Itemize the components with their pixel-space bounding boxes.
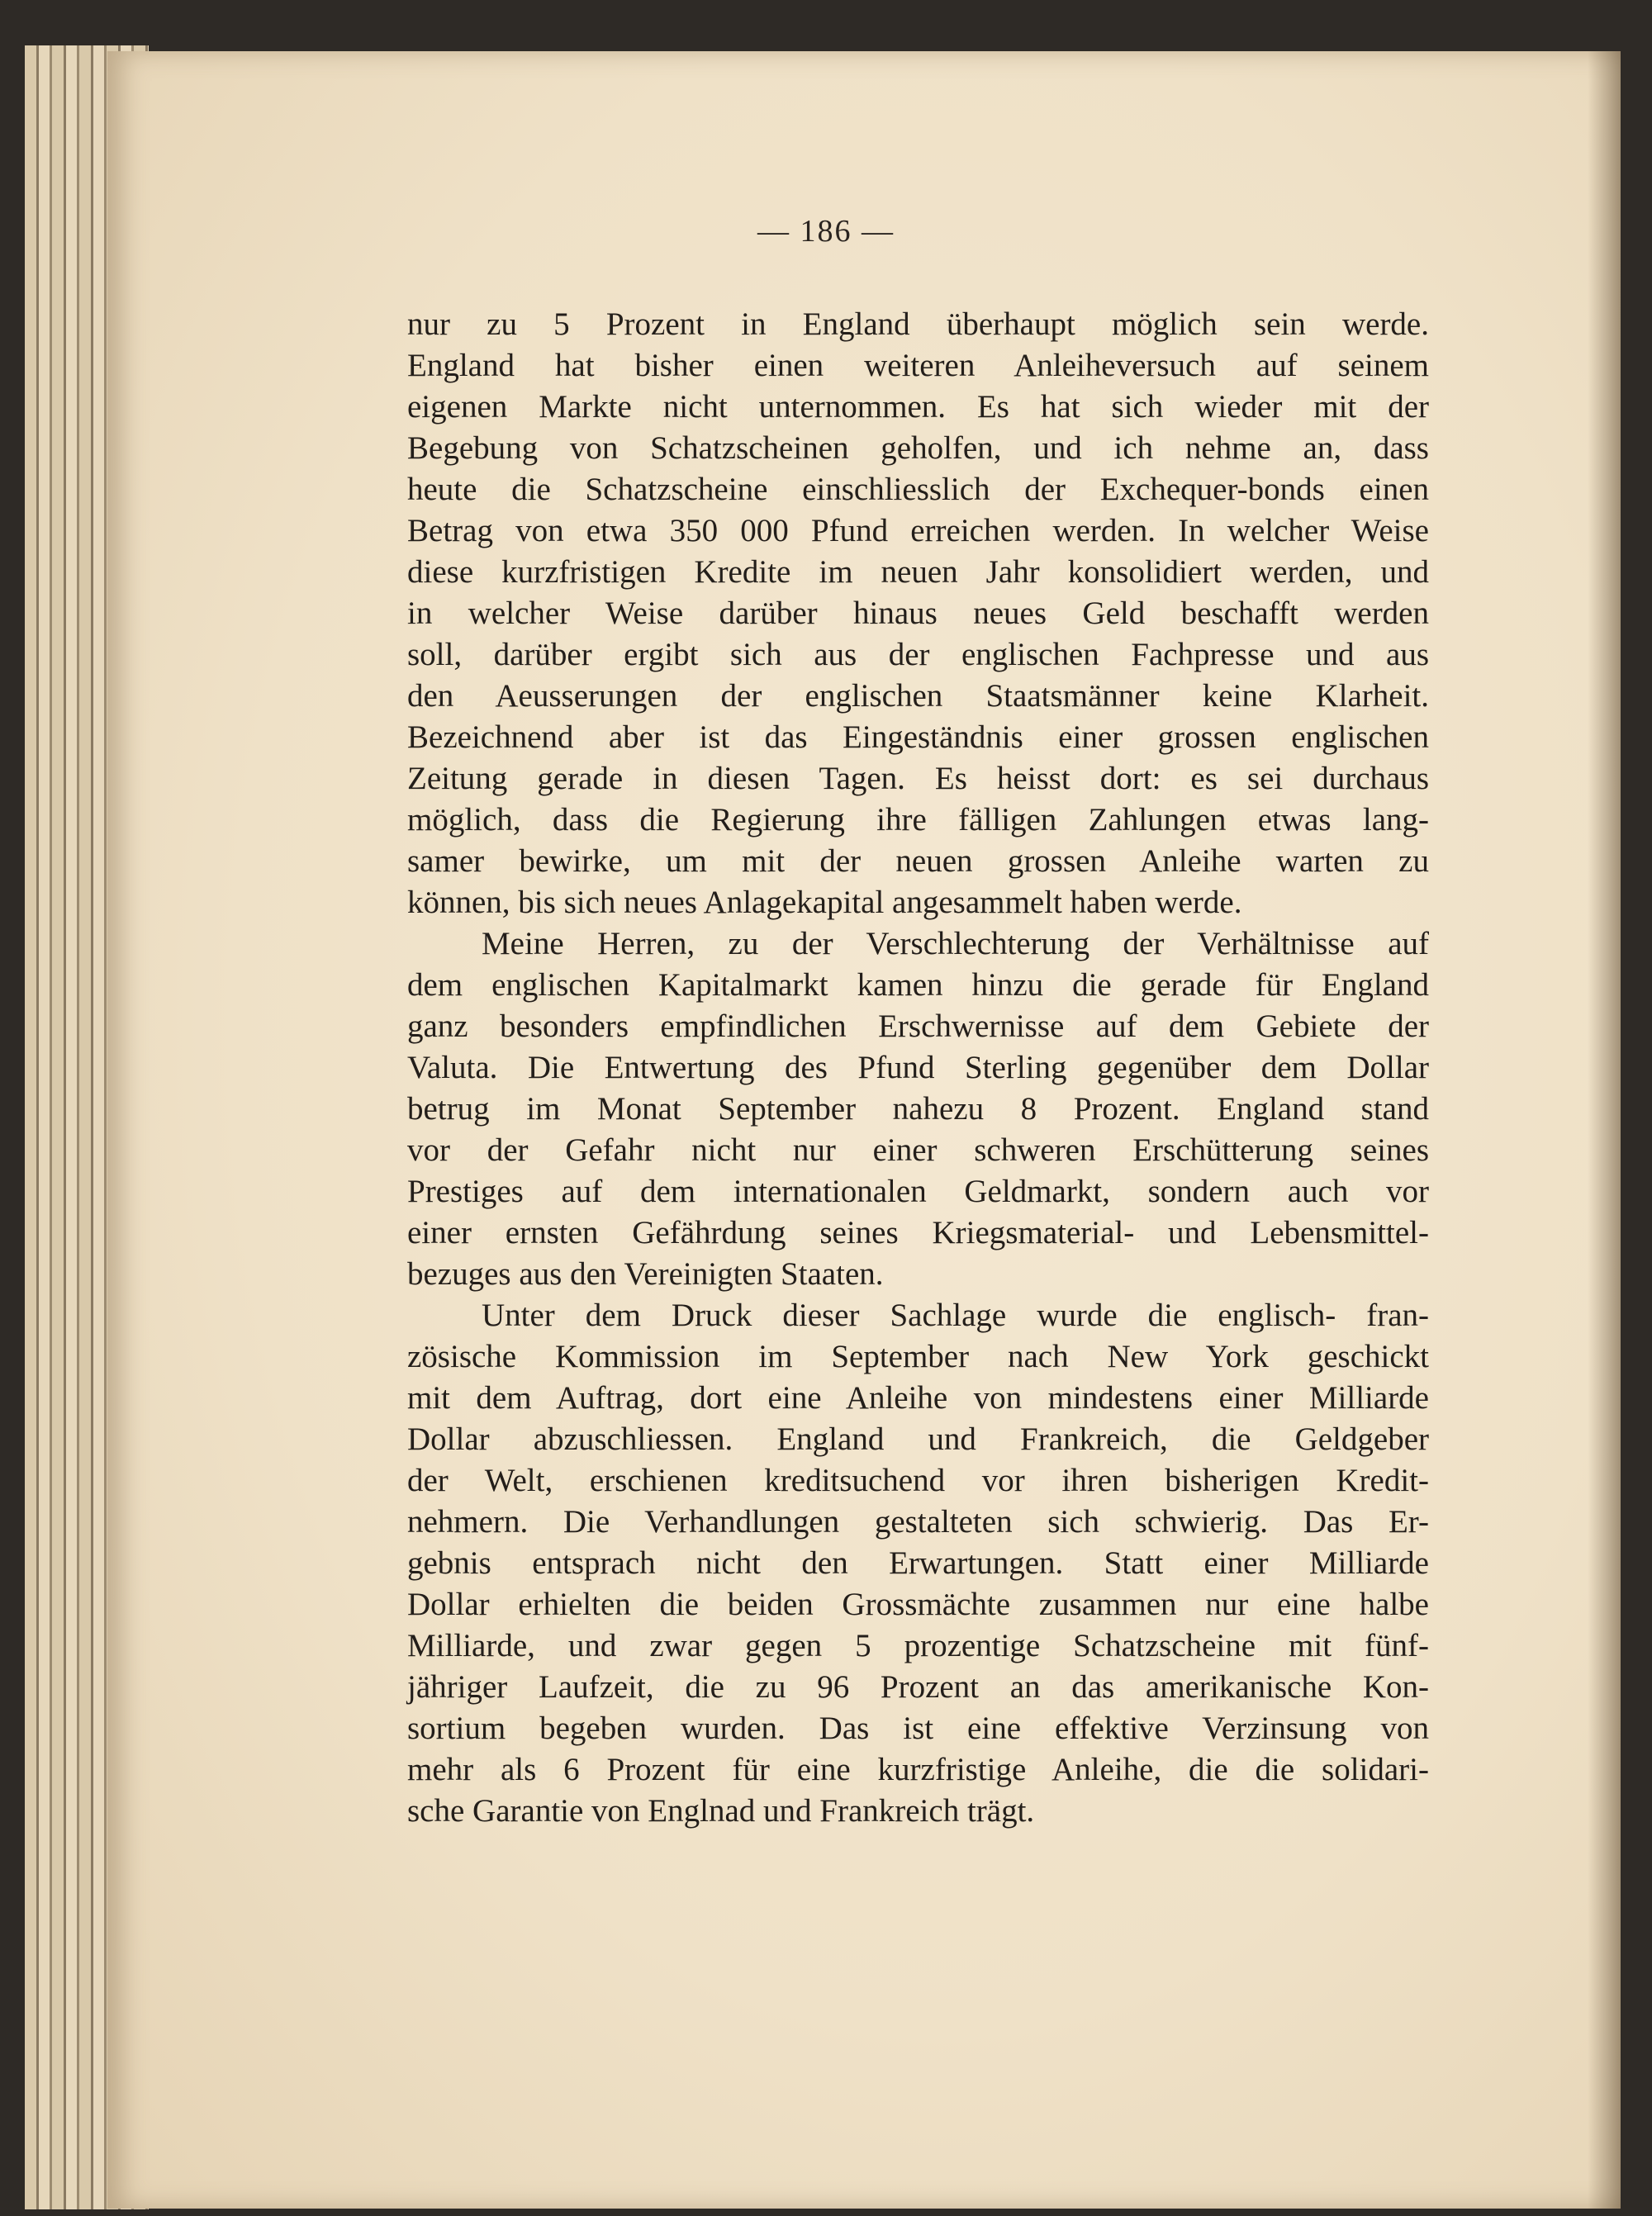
text-line: dem englischen Kapitalmarkt kamen hinzu die gerade für England — [407, 967, 1429, 1003]
paragraph — [407, 304, 1429, 923]
text-line: Unter dem Druck dieser Sachlage wurde die englisch- fran- — [482, 1298, 1429, 1333]
text-line: samer bewirke, um mit der neuen grossen Anleihe warten zu — [407, 843, 1429, 879]
text-line: Begebung von Schatzscheinen geholfen, und ich nehme an, dass — [407, 430, 1429, 466]
page-number: — 186 — — [757, 214, 895, 249]
text-line: sche Garantie von Englnad und Frankreich trägt. — [407, 1793, 1035, 1829]
text-line: soll, darüber ergibt sich aus der englischen Fachpresse und aus — [407, 637, 1429, 672]
text-line: England hat bisher einen weiteren Anleiheversuch auf seinem — [407, 348, 1429, 383]
paragraph — [407, 1295, 1429, 1832]
text-line: zösische Kommission im September nach New York geschickt — [407, 1339, 1429, 1374]
body-text — [407, 304, 1429, 1832]
text-line: der Welt, erschienen kreditsuchend vor ihren bisherigen Kredit- — [407, 1463, 1429, 1498]
page-gutter-shadow — [1588, 51, 1621, 2209]
text-line: sortium begeben wurden. Das ist eine effektive Verzinsung von — [407, 1711, 1429, 1746]
text-line: Bezeichnend aber ist das Eingeständnis einer grossen englischen — [407, 719, 1429, 755]
text-line: können, bis sich neues Anlagekapital angesammelt haben werde. — [407, 885, 1242, 920]
text-line: bezuges aus den Vereinigten Staaten. — [407, 1256, 884, 1292]
text-line: Zeitung gerade in diesen Tagen. Es heisst dort: es sei durchaus — [407, 761, 1429, 796]
text-line: in welcher Weise darüber hinaus neues Geld beschafft werden — [407, 596, 1429, 631]
text-line: Milliarde, und zwar gegen 5 prozentige Schatzscheine mit fünf- — [407, 1628, 1429, 1663]
text-line: Prestiges auf dem internationalen Geldmarkt, sondern auch vor — [407, 1174, 1429, 1209]
text-line: mehr als 6 Prozent für eine kurzfristige Anleihe, die die solidari- — [407, 1752, 1429, 1787]
paragraph — [407, 923, 1429, 1295]
text-line: Dollar abzuschliessen. England und Frankreich, die Geldgeber — [407, 1421, 1429, 1457]
text-line: heute die Schatzscheine einschliesslich der Exchequer-bonds einen — [407, 472, 1429, 507]
text-line: Valuta. Die Entwertung des Pfund Sterling gegenüber dem Dollar — [407, 1050, 1429, 1085]
text-line: möglich, dass die Regierung ihre fälligen Zahlungen etwas lang- — [407, 802, 1429, 838]
text-line: gebnis entsprach nicht den Erwartungen. Statt einer Milliarde — [407, 1545, 1429, 1581]
text-line: eigenen Markte nicht unternommen. Es hat sich wieder mit der — [407, 389, 1429, 425]
text-line: ganz besonders empfindlichen Erschwernisse auf dem Gebiete der — [407, 1008, 1429, 1044]
text-line: einer ernsten Gefährdung seines Kriegsmaterial- und Lebensmittel- — [407, 1215, 1429, 1250]
text-line: betrug im Monat September nahezu 8 Prozent. England stand — [407, 1091, 1429, 1127]
text-line: nur zu 5 Prozent in England überhaupt möglich sein werde. — [407, 306, 1429, 342]
text-line: Betrag von etwa 350 000 Pfund erreichen werden. In welcher Weise — [407, 513, 1429, 548]
text-line: nehmern. Die Verhandlungen gestalteten sich schwierig. Das Er- — [407, 1504, 1429, 1540]
text-line: vor der Gefahr nicht nur einer schweren Erschütterung seines — [407, 1132, 1429, 1168]
text-line: mit dem Auftrag, dort eine Anleihe von mindestens einer Milliarde — [407, 1380, 1429, 1416]
text-line: diese kurzfristigen Kredite im neuen Jahr konsolidiert werden, und — [407, 554, 1429, 590]
text-line: Dollar erhielten die beiden Grossmächte zusammen nur eine halbe — [407, 1587, 1429, 1622]
text-line: Meine Herren, zu der Verschlechterung der Verhältnisse auf — [482, 926, 1429, 961]
text-line: den Aeusserungen der englischen Staatsmänner keine Klarheit. — [407, 678, 1429, 714]
text-line: jähriger Laufzeit, die zu 96 Prozent an das amerikanische Kon- — [407, 1669, 1429, 1705]
